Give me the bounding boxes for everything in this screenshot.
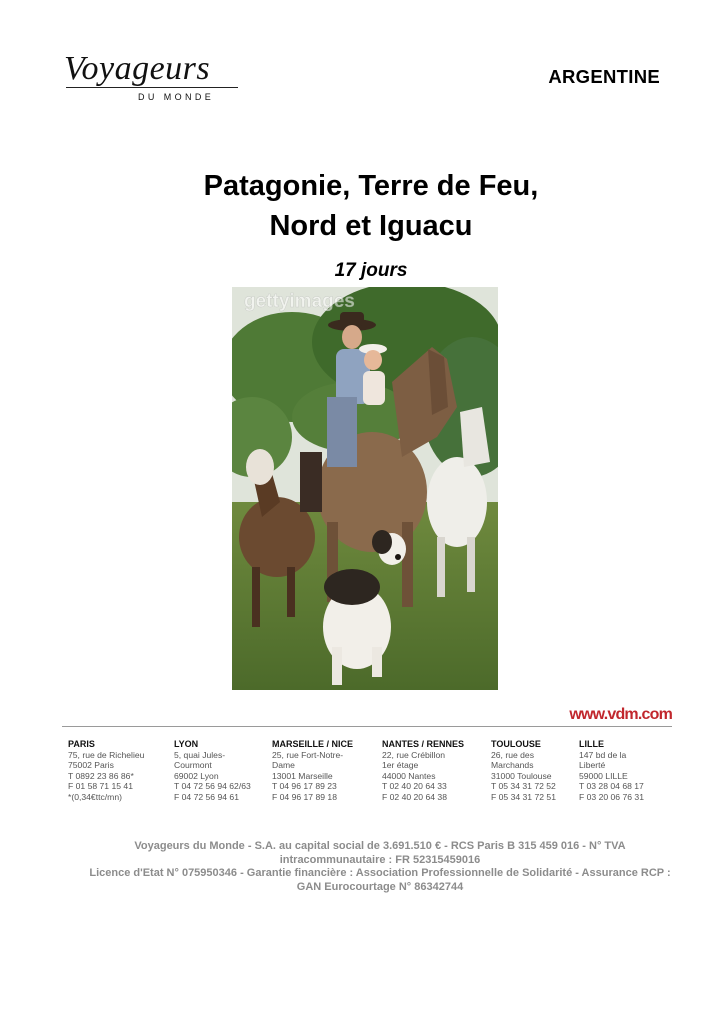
office-city: NANTES / RENNES [382,739,465,749]
website-link[interactable]: www.vdm.com [569,706,672,723]
office-line: F 04 96 17 89 18 [272,791,337,802]
office-city: LYON [174,739,199,749]
office-line: T 02 40 20 64 33 [382,781,447,792]
office-line: F 02 40 20 64 38 [382,791,447,802]
trip-title-line-2: Nord et Iguacu [269,210,473,242]
legal-notice [60,840,700,894]
office-lille [579,738,691,802]
photo-watermark: gettyimages [244,291,355,312]
office-city: LILLE [579,739,604,749]
logo-wordmark: Voyageurs [64,50,211,87]
logo-subtitle: DU MONDE [138,92,215,102]
footer-divider [62,726,672,727]
office-line: F 03 20 06 76 31 [579,791,644,802]
trip-title-line-1: Patagonie, Terre de Feu, [203,170,539,202]
office-marseille-nice [272,738,384,802]
country-label: ARGENTINE [548,66,660,87]
office-line: T 04 72 56 94 62/63 [174,781,251,792]
legal-line: intracommunautaire : FR 52315459016 [279,853,481,866]
cover-photo [232,287,498,690]
office-line: F 05 34 31 72 51 [491,791,556,802]
trip-duration: 17 jours [334,260,408,281]
office-line: 13001 Marseille [272,770,333,781]
office-line: *(0,34€ttc/mn) [68,791,122,802]
office-paris [68,738,180,802]
office-nantes-rennes [382,738,494,802]
office-city: MARSEILLE / NICE [272,739,354,749]
legal-line: Voyageurs du Monde - S.A. au capital social de 3.691.510 € - RCS Paris B 315 459 016 - N° TVA [134,840,626,852]
office-line: 75, rue de Richelieu [68,750,145,760]
office-line: 147 bd de la [579,750,627,760]
office-city: TOULOUSE [491,739,541,749]
office-line: Courmont [174,760,212,771]
office-line: Marchands [491,760,534,771]
office-line: Liberté [579,760,606,771]
office-city: PARIS [68,739,95,749]
office-line: T 0892 23 86 86* [68,770,134,781]
office-line: 59000 LILLE [579,770,628,781]
office-line: 26, rue des [491,750,534,760]
office-line: 31000 Toulouse [491,770,552,781]
office-line: 75002 Paris [68,760,114,771]
office-line: 44000 Nantes [382,770,436,781]
office-line: F 04 72 56 94 61 [174,791,239,802]
office-line: 25, rue Fort-Notre- [272,750,344,760]
logo-underline [66,87,238,88]
legal-line: Licence d'Etat N° 075950346 - Garantie financière : Association Professionnelle de Solidarité - Assurance RCP : [89,867,671,880]
office-lyon [174,738,286,802]
legal-line: GAN Eurocourtage N° 86342744 [296,880,464,893]
office-line: 22, rue Crébillon [382,750,446,760]
office-line: 1er étage [382,760,419,771]
office-line: T 03 28 04 68 17 [579,781,644,792]
office-line: T 04 96 17 89 23 [272,781,337,792]
office-line: 69002 Lyon [174,770,219,781]
office-line: F 01 58 71 15 41 [68,781,133,792]
voyageurs-du-monde-logo [64,50,240,106]
office-line: 5, quai Jules- [174,750,226,760]
office-line: Dame [272,760,295,771]
office-addresses [68,738,668,808]
office-line: T 05 34 31 72 52 [491,781,556,792]
